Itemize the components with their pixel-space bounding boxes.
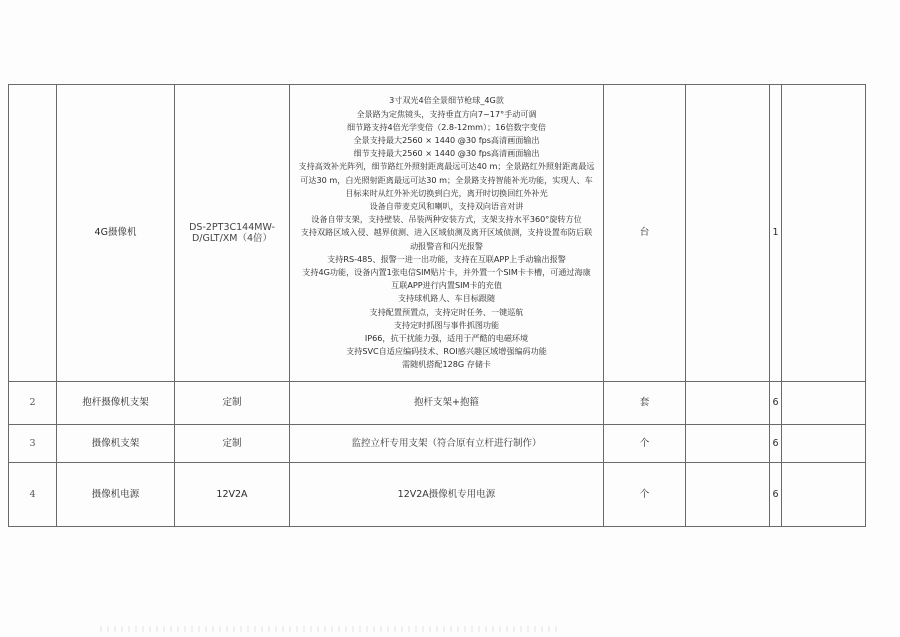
spec-line: IP66，抗干扰能力强，适用于严酷的电磁环境	[364, 333, 529, 344]
table-row	[9, 463, 866, 527]
quantity-cell: 6	[770, 463, 782, 527]
spec-line: 细节路支持4倍光学变倍（2.8-12mm）；16倍数字变倍	[347, 121, 546, 132]
quantity-cell: 6	[770, 382, 782, 425]
spec-line: 支持配置预置点，支持定时任务、一键巡航	[369, 306, 524, 317]
unit-cell: 个	[604, 463, 686, 527]
empty-cell	[782, 425, 866, 463]
spec-line: 设备自带支架，支持壁装、吊装两种安装方式，支架支持水平360°旋转方位	[311, 214, 582, 225]
row-number-cell: 4	[9, 463, 57, 527]
spec-line: 支持球机路人、车目标跟随	[397, 293, 496, 304]
equipment-spec-table	[8, 84, 866, 527]
empty-cell	[686, 425, 770, 463]
table-row	[9, 425, 866, 463]
model-cell: 定制	[175, 425, 290, 463]
empty-cell	[686, 463, 770, 527]
spec-line: 互联APP进行内置SIM卡的充值	[391, 280, 502, 291]
spec-line: 支持高效补光阵列，细节路红外照射距离最远可达40 m；全景路红外照射距离最远	[298, 161, 595, 172]
row-number-cell: 2	[9, 382, 57, 425]
model-cell: DS-2PT3C144MW-D/GLT/XM（4倍）	[175, 85, 290, 382]
row-number-cell: 3	[9, 425, 57, 463]
empty-cell	[782, 463, 866, 527]
spec-line: 动报警音和闪光报警	[410, 240, 483, 251]
spec-line: 支持4G功能，设备内置1张电信SIM贴片卡，并外置一个SIM卡卡槽，可通过海康	[302, 267, 591, 277]
model-cell: 12V2A	[175, 463, 290, 527]
spec-line: 3寸双光4倍全景细节枪球_4G款	[389, 95, 504, 106]
spec-line: 设备自带麦克风和喇叭，支持双向语音对讲	[369, 200, 524, 211]
spec-lines	[290, 94, 603, 371]
spec-line: 全景路为定焦镜头，支持垂直方向7~17°手动可调	[356, 108, 537, 119]
spec-line: 支持SVC自适应编码技术、ROI感兴趣区域增强编码功能	[346, 346, 547, 357]
spec-cell: 12V2A摄像机专用电源	[290, 463, 604, 527]
empty-cell	[686, 85, 770, 382]
spec-line: 支持定时抓图与事件抓图功能	[393, 319, 500, 330]
spec-line: 可达30 m，白光照射距离最远可达30 m；全景路支持智能补光功能，实现人、车	[300, 174, 593, 185]
spec-line: 支持双路区域入侵、越界侦测、进入区域侦测及离开区域侦测，支持设置布防后联	[300, 227, 593, 238]
spec-line: 支持RS-485、报警一进一出功能，支持在互联APP上手动输出报警	[327, 253, 566, 264]
scan-artifact	[100, 626, 560, 632]
spec-cell	[290, 85, 604, 382]
item-name-cell: 抱杆摄像机支架	[57, 382, 175, 425]
quantity-cell: 6	[770, 425, 782, 463]
spec-line: 细节支持最大2560 × 1440 @30 fps高清画面输出	[353, 148, 540, 159]
spec-line: 目标来时从红外补光切换到白光，离开时切换回红外补光	[345, 187, 548, 198]
unit-cell: 台	[604, 85, 686, 382]
unit-cell: 套	[604, 382, 686, 425]
empty-cell	[782, 382, 866, 425]
spec-cell: 监控立杆专用支架（符合原有立杆进行制作）	[290, 425, 604, 463]
table-row	[9, 85, 866, 382]
empty-cell	[782, 85, 866, 382]
quantity-cell: 1	[770, 85, 782, 382]
row-number-cell	[9, 85, 57, 382]
empty-cell	[686, 382, 770, 425]
spec-line: 全景支持最大2560 × 1440 @30 fps高清画面输出	[353, 134, 540, 145]
spec-line: 需随机搭配128G 存储卡	[401, 359, 492, 370]
item-name-cell: 摄像机支架	[57, 425, 175, 463]
model-cell: 定制	[175, 382, 290, 425]
table-row	[9, 382, 866, 425]
unit-cell: 个	[604, 425, 686, 463]
item-name-cell: 摄像机电源	[57, 463, 175, 527]
item-name-cell: 4G摄像机	[57, 85, 175, 382]
spec-cell: 抱杆支架+抱箍	[290, 382, 604, 425]
